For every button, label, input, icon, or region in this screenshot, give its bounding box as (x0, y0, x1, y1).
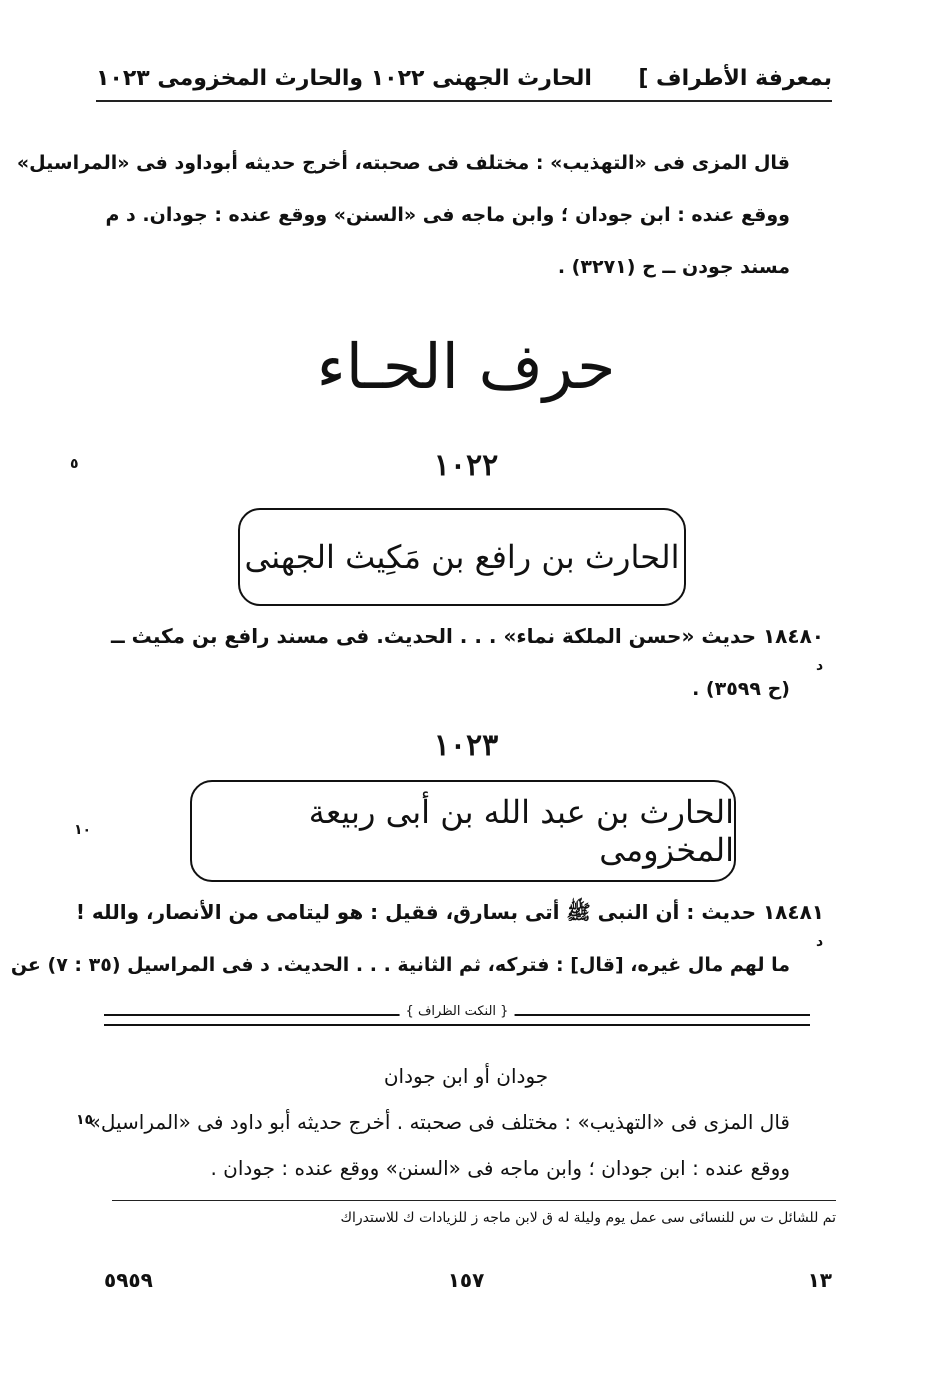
margin-number-15: ١٥ (76, 1112, 94, 1128)
footnote: تم للشائل ت س للنسائى سى عمل يوم وليلة له ق لابن ماجه ز للزيادات ك للاستدراك (340, 1210, 836, 1226)
entry-name-box (238, 508, 686, 606)
entry-name-box (190, 780, 736, 882)
nukat-line-1: قال المزى فى «التهذيب» : مختلف فى صحبته . أخرج حديثه أبو داود فى «المراسيل» (88, 1110, 790, 1134)
header-right-title: بمعرفة الأطراف ] (638, 66, 832, 91)
separator-label: { النكت الظراف } (400, 1004, 515, 1019)
margin-number-5: ٥ (70, 456, 79, 472)
hadith-line-2: (ح ٣٥٩٩) . (692, 678, 790, 700)
page-number: ١٥٧ (447, 1268, 485, 1292)
footnote-rule (112, 1200, 836, 1201)
entry-name: الحارث بن رافع بن مَكِيث الجهنى (244, 538, 680, 576)
intro-line-3: مسند جودن ــ ح (٣٢٧١) . (557, 256, 790, 278)
hadith-line-2: ما لهم مال غيره، [قال] : فتركه، ثم الثانية . . . الحديث. د فى المراسيل (٣٥ : ٧) عن (10, 954, 790, 976)
hadith-siglum: د (816, 658, 824, 674)
hadith-line-1: ١٨٤٨٠ حديث «حسن الملكة نماء» . . . الحديث. فى مسند رافع بن مكيث ــ (111, 624, 824, 648)
entry-number: ١٠٢٣ (433, 728, 499, 763)
header-running-title: الحارث الجهنى ١٠٢٢ والحارث المخزومى ١٠٢٣ (96, 66, 592, 91)
margin-number-10: ١٠ (74, 822, 92, 838)
nukat-title: جودان أو ابن جودان (383, 1064, 549, 1088)
signature-number: ٥٩٥٩ (104, 1268, 153, 1292)
intro-line-2: ووقع عنده : ابن جودان ؛ وابن ماجه فى «السنن» ووقع عنده : جودان. د م (105, 204, 790, 226)
hadith-siglum: د (816, 934, 824, 950)
entry-name: الحارث بن عبد الله بن أبى ربيعة المخزومى (308, 793, 734, 869)
nukat-separator (104, 1004, 810, 1026)
page-header (96, 64, 832, 102)
section-heading: حرف الحـاء (316, 330, 616, 403)
entry-number: ١٠٢٢ (433, 448, 499, 483)
volume-number: ١٣ (807, 1268, 832, 1292)
hadith-line-1: ١٨٤٨١ حديث : أن النبى ﷺ أتى بسارق، فقيل : هو ليتامى من الأنصار، والله ! (75, 900, 824, 924)
nukat-line-2: ووقع عنده : ابن جودان ؛ وابن ماجه فى «السنن» ووقع عنده : جودان . (210, 1156, 790, 1180)
intro-line-1: قال المزى فى «التهذيب» : مختلف فى صحبته، أخرج حديثه أبوداود فى «المراسيل» (16, 152, 790, 174)
